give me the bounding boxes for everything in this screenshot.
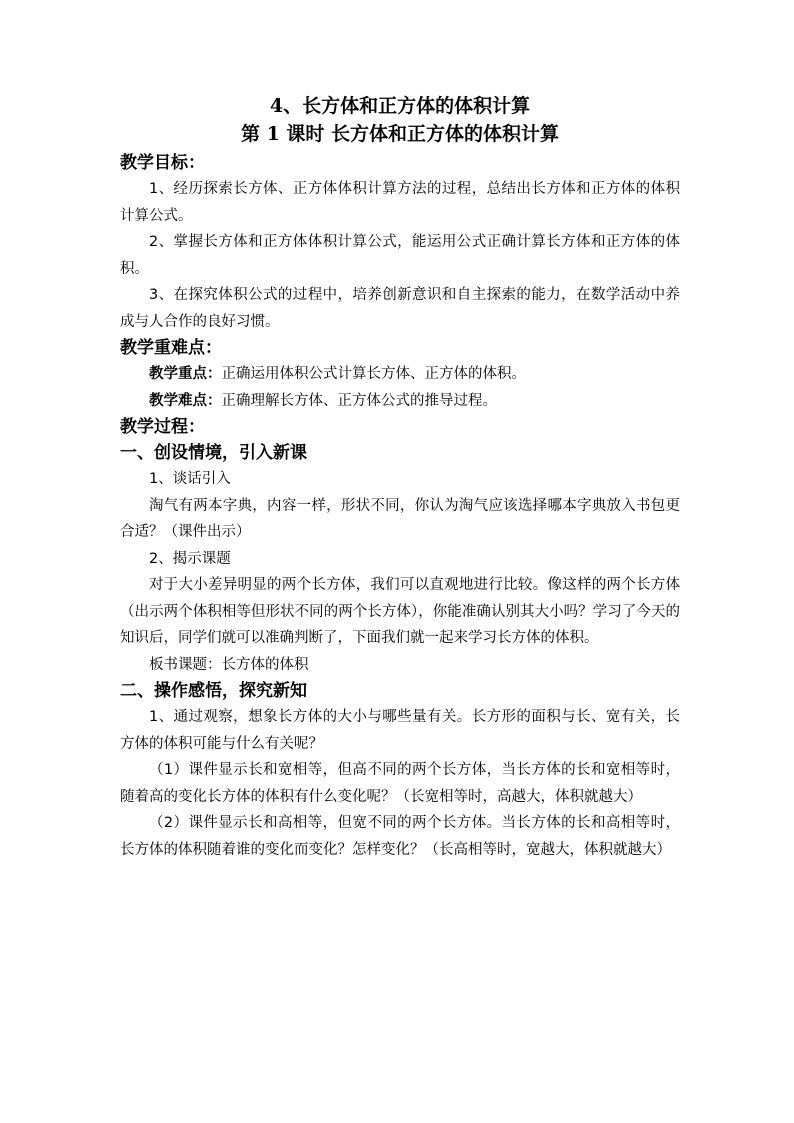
document-title: 4、长方体和正方体的体积计算 — [269, 95, 531, 117]
section1-step2-text: 对于大小差异明显的两个长方体，我们可以直观地进行比较。像这样的两个长方体（出示两个体积相等但形状不同的两个长方体），你能准确认别其大小吗？学习了今天的知识后，同学们就可以准确判断了，下面我们就一起来学习长方体的体积。 — [120, 577, 680, 646]
section2-p3: （2）课件显示长和高相等，但宽不同的两个长方体。当长方体的长和高相等时，长方体的体积随着谁的变化而变化？怎样变化？（长高相等时，宽越大，体积就越大） — [120, 815, 680, 858]
focus-line — [120, 361, 680, 388]
focus-text: 正确运用体积公式计算长方体、正方体的体积。 — [221, 366, 526, 382]
section1-step1-title: 1、谈话引入 — [149, 471, 231, 487]
process-heading: 教学过程： — [120, 417, 205, 437]
section2-p2: （1）课件显示长和宽相等，但高不同的两个长方体，当长方体的长和宽相等时，随着高的变化长方体的体积有什么变化呢？（长宽相等时，高越大，体积就越大） — [120, 762, 680, 805]
section1-board: 板书课题：长方体的体积 — [149, 656, 309, 673]
document-subtitle: 第 1 课时 长方体和正方体的体积计算 — [240, 123, 560, 145]
section2-heading: 二、操作感悟，探究新知 — [120, 681, 307, 701]
objective-item-3: 3、在探究体积公式的过程中，培养创新意识和自主探索的能力，在数学活动中养成与人合作的良好习惯。 — [120, 287, 680, 330]
key-points-heading: 教学重难点： — [120, 338, 222, 358]
document-page — [120, 92, 680, 863]
section1-step1-text: 淘气有两本字典，内容一样，形状不同，你认为淘气应该选择哪本字典放入书包更合适？（课件出示） — [120, 497, 680, 540]
section1-heading: 一、创设情境，引入新课 — [120, 443, 307, 463]
focus-label: 教学重点： — [149, 366, 222, 382]
difficulty-line — [120, 388, 680, 415]
section2-p1: 1、通过观察，想象长方体的大小与哪些量有关。长方形的面积与长、宽有关，长方体的体积可能与什么有关呢？ — [120, 709, 680, 752]
objective-item-1: 1、经历探索长方体、正方体体积计算方法的过程，总结出长方体和正方体的体积计算公式。 — [120, 181, 680, 224]
difficulty-label: 教学难点： — [149, 392, 222, 409]
difficulty-text: 正确理解长方体、正方体公式的推导过程。 — [221, 392, 497, 409]
objectives-heading: 教学目标： — [120, 153, 205, 173]
section1-step2-title: 2、揭示课题 — [149, 550, 231, 567]
objective-item-2: 2、掌握长方体和正方体体积计算公式，能运用公式正确计算长方体和正方体的体积。 — [120, 234, 680, 277]
